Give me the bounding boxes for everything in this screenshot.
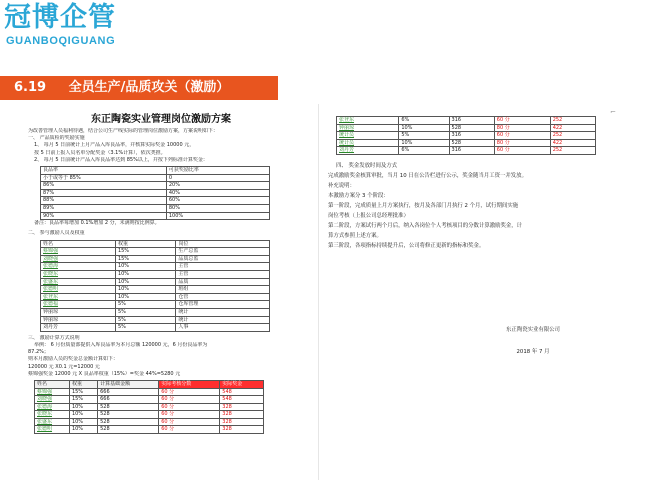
table-row [41, 182, 270, 190]
section-1-line: 2、 每月 5 日前统计产品入库良品率达到 85%以上，并按下列标准计算奖金： [34, 156, 208, 163]
table-cell: 60 分 [159, 418, 220, 426]
table-cell: 蔡锦强 [35, 388, 70, 396]
intro-text: 为改善管理人员福利待遇，结合公司生产线实际的管理岗位激励方案，方案说明如下： [28, 128, 219, 134]
table-cell: 5% [115, 316, 175, 324]
table-cell: 张登东 [337, 117, 399, 125]
table-cell: 80 分 [494, 124, 550, 132]
section-title: 全员生产/品质攻关（激励） [68, 80, 230, 95]
section-3-line: 举例： 6 月份质量部提供入库良品率为本月总额 120000 元，6 月份良品率为 [34, 341, 208, 348]
table-cell: 张晓东 [41, 270, 116, 278]
table-cell: 316 [449, 117, 494, 125]
section-3-line: 120000 元 X0.1 元=12000 元 [28, 363, 100, 370]
table-cell: 40% [166, 189, 269, 197]
table-cell: 15% [115, 255, 175, 263]
table-row [41, 270, 270, 278]
section-3-line: 蔡锦强奖金 12000 元 X 良品率权重（15%）=奖金 44%=5280 元 [28, 370, 181, 377]
table-header-cell: 岗位 [176, 240, 270, 248]
table-cell: 刘丹芳 [41, 324, 116, 332]
table-cell: 张德海 [35, 403, 70, 411]
table-cell: 528 [449, 139, 494, 147]
section-4-line: 补充说明： [328, 182, 355, 189]
table-row [35, 396, 264, 404]
table-row [41, 286, 270, 294]
table-header-row [35, 380, 264, 388]
table-cell: 统计 [176, 308, 270, 316]
table-row [35, 403, 264, 411]
table-header-cell: 姓名 [41, 240, 116, 248]
table-cell: 60 分 [494, 147, 550, 155]
table-row [41, 293, 270, 301]
table-cell: 528 [98, 418, 159, 426]
section-4-line: 完成激励奖金核算审批，当月 10 日在公告栏进行公示，奖金随当月工资一并发放。 [328, 172, 527, 179]
table-row [41, 189, 270, 197]
table-cell: 328 [220, 426, 264, 434]
table-cell: 张盛东 [35, 418, 70, 426]
table-cell: 5% [399, 132, 449, 140]
table-cell: 528 [98, 426, 159, 434]
table-cell: 89% [41, 204, 167, 212]
table-cell: 张德明 [41, 286, 116, 294]
table-header-cell: 实际考核分数 [159, 380, 220, 388]
table-header-cell: 计算基础金额 [98, 380, 159, 388]
table-row [41, 248, 270, 256]
brand-logo [4, 2, 134, 56]
table-header-cell: 姓名 [35, 380, 70, 388]
table-header-row [41, 240, 270, 248]
table-cell: 人事 [176, 324, 270, 332]
table-cell: 252 [550, 132, 595, 140]
table-cell: 60 分 [159, 403, 220, 411]
table-cell: 10% [69, 418, 97, 426]
table-cell: 生产总监 [176, 248, 270, 256]
section-4-line: 岗位考核（上报公司总经理批准） [328, 212, 409, 219]
table-cell: 5% [115, 301, 175, 309]
bonus-calculation-table-continued [336, 116, 596, 155]
table-cell: 钟丽琼 [41, 316, 116, 324]
table-cell: 蔡锦强 [41, 248, 116, 256]
table-cell: 252 [550, 147, 595, 155]
table-cell: 张盛东 [41, 278, 116, 286]
table-cell: 316 [449, 147, 494, 155]
table-cell: 60 分 [159, 426, 220, 434]
document-title: 东正陶瓷实业管理岗位激励方案 [91, 114, 231, 125]
section-4-heading: 四、 奖金发放时间及方式 [336, 162, 398, 169]
table-cell: 品质总监 [176, 255, 270, 263]
table-cell: 20% [166, 182, 269, 190]
table-cell: 316 [449, 132, 494, 140]
section-1-line: 按 5 日前上报人员名单分配奖金（3.1%计算），依次类推。 [34, 149, 166, 156]
table-cell: 86% [41, 182, 167, 190]
table-cell: 刘晓强 [41, 255, 116, 263]
table-cell: 528 [449, 124, 494, 132]
table-cell: 6% [399, 117, 449, 125]
table-row [41, 263, 270, 271]
participants-table [40, 240, 270, 332]
table-cell: 5% [115, 324, 175, 332]
table-row [41, 174, 270, 182]
table-cell: 528 [98, 411, 159, 419]
table-cell: 品质 [176, 278, 270, 286]
table-cell: 328 [220, 411, 264, 419]
table-cell: 252 [550, 117, 595, 125]
table-cell: 班组 [176, 286, 270, 294]
table-row [35, 418, 264, 426]
table-cell: 422 [550, 124, 595, 132]
table-row [41, 197, 270, 205]
table-cell: 422 [550, 139, 595, 147]
table-row [337, 147, 596, 155]
company-signature: 东正陶瓷实业有限公司 [506, 326, 560, 333]
table-header-cell: 可获奖励比率 [166, 167, 269, 175]
table-cell: 80% [166, 204, 269, 212]
table-cell: 88% [41, 197, 167, 205]
table-header-cell: 权重 [115, 240, 175, 248]
section-4-line: 第一阶段，完成质量上月方案执行，按月及各部门月执行 2 个月，试行期间实施 [328, 202, 519, 209]
table-row [41, 316, 270, 324]
table-cell: 15% [69, 388, 97, 396]
table-cell: 主管 [176, 263, 270, 271]
section-4-line: 第二阶段，方案试行两个月后，纳入各岗位个人考核项目的分数计算激励奖金，计 [328, 222, 523, 229]
table-cell: 10% [399, 139, 449, 147]
table-cell: 15% [115, 248, 175, 256]
corner-mark-icon: ⌐ [610, 108, 616, 116]
table-cell: 10% [69, 411, 97, 419]
section-3-line: 87.2%； [28, 349, 49, 356]
table-row [337, 132, 596, 140]
table-cell: 548 [220, 396, 264, 404]
table-header-row [41, 167, 270, 175]
table-cell: 10% [115, 286, 175, 294]
table-cell: 528 [98, 403, 159, 411]
table-cell: 统计员 [337, 139, 399, 147]
table-cell: 仓管 [176, 293, 270, 301]
table-row [337, 139, 596, 147]
table-row [35, 426, 264, 434]
table-header-cell: 权重 [69, 380, 97, 388]
section-banner [0, 76, 278, 100]
table-cell: 统计员 [337, 132, 399, 140]
table-cell: 60% [166, 197, 269, 205]
table-header-cell: 实际奖金 [220, 380, 264, 388]
section-3-line: 则本月激励人员的奖金总金额计算如下： [28, 356, 119, 363]
document-page-left [20, 104, 302, 480]
section-4-line: 本激励方案分 3 个阶段： [328, 192, 389, 199]
section-1-line: 1、 每月 5 日前统计上月产品入库良品率，并核算实际奖金 10000 元， [34, 142, 195, 149]
table-cell: 10% [69, 403, 97, 411]
table-cell: 15% [69, 396, 97, 404]
table-row [41, 204, 270, 212]
document-date: 2018 年 7 月 [516, 348, 550, 355]
table-row [41, 255, 270, 263]
table-cell: 统计 [176, 316, 270, 324]
table-cell: 钟丽琼 [337, 124, 399, 132]
table-cell: 328 [220, 403, 264, 411]
section-4-line: 第三阶段，各项指标持续提升后，公司将修正更新的指标和奖金。 [328, 242, 485, 249]
table-cell: 仓库管理 [176, 301, 270, 309]
table-row [41, 278, 270, 286]
table-cell: 张登东 [41, 293, 116, 301]
table-cell: 张德福 [41, 301, 116, 309]
table-cell: 10% [69, 426, 97, 434]
section-3-heading: 三、 激励计算方式说明 [28, 334, 80, 341]
table-cell: 钟丽琼 [41, 308, 116, 316]
logo-english-text: GUANBOQIGUANG [6, 35, 116, 47]
table-cell: 60 分 [494, 117, 550, 125]
table-cell: 328 [220, 418, 264, 426]
document-page-right [328, 104, 618, 480]
table-row [41, 301, 270, 309]
page-divider [318, 104, 319, 480]
table-row [35, 388, 264, 396]
bonus-calculation-table [34, 380, 264, 434]
table-cell: 刘晓强 [35, 396, 70, 404]
table-cell: 60 分 [159, 396, 220, 404]
yield-rate-table [40, 166, 270, 220]
table-cell: 张德明 [35, 426, 70, 434]
table-cell: 6% [399, 147, 449, 155]
table-cell: 10% [115, 263, 175, 271]
table-cell: 主管 [176, 270, 270, 278]
table-row [337, 117, 596, 125]
section-1-note: 备注：良品率每增加 0.1%增加 2 分，未满则按比例算。 [34, 220, 160, 227]
table-cell: 小于或等于 85% [41, 174, 167, 182]
section-4-line: 算方式参照上述方案。 [328, 232, 382, 239]
table-cell: 5% [115, 308, 175, 316]
table-cell: 10% [399, 124, 449, 132]
table-cell: 刘丹芳 [337, 147, 399, 155]
table-cell: 548 [220, 388, 264, 396]
table-cell: 100% [166, 212, 269, 220]
table-cell: 10% [115, 278, 175, 286]
table-cell: 60 分 [159, 388, 220, 396]
table-cell: 张晓东 [35, 411, 70, 419]
table-header-cell: 良品率 [41, 167, 167, 175]
table-cell: 87% [41, 189, 167, 197]
table-cell: 60 分 [159, 411, 220, 419]
table-row [41, 308, 270, 316]
section-number: 6.19 [14, 80, 47, 95]
table-row [35, 411, 264, 419]
table-row [41, 212, 270, 220]
table-cell: 0 [166, 174, 269, 182]
table-row [41, 324, 270, 332]
table-cell: 张德海 [41, 263, 116, 271]
table-cell: 90% [41, 212, 167, 220]
table-cell: 10% [115, 270, 175, 278]
section-1-heading: 一、 产品质检的奖励实施 [28, 135, 85, 142]
table-cell: 80 分 [494, 139, 550, 147]
table-cell: 10% [115, 293, 175, 301]
logo-chinese-text: 冠博企管 [4, 2, 116, 33]
table-row [337, 124, 596, 132]
section-2-heading: 二、 参与激励人员及权重 [28, 230, 85, 237]
table-cell: 60 分 [494, 132, 550, 140]
table-cell: 666 [98, 388, 159, 396]
table-cell: 666 [98, 396, 159, 404]
